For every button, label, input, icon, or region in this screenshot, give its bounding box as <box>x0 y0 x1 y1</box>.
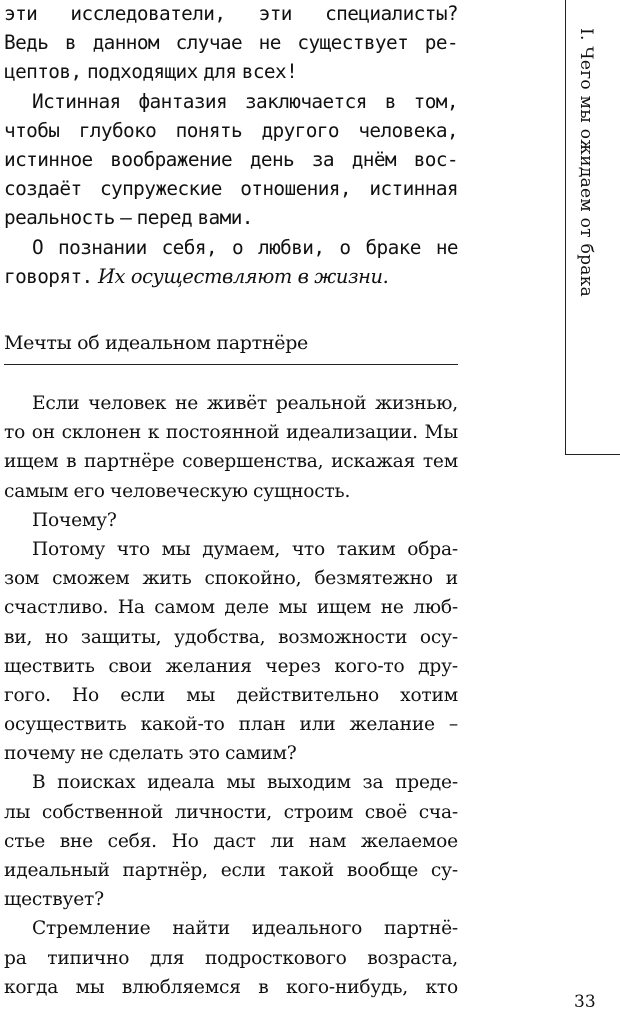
word: жить <box>142 568 192 590</box>
word: желаемое <box>360 830 458 852</box>
word: себя, <box>161 235 217 259</box>
word: – <box>448 714 458 736</box>
running-head: I. Чего мы ожидаем от брака <box>576 28 596 298</box>
word: создаёт <box>4 177 82 201</box>
word: Истинная <box>32 89 121 113</box>
word: идеальный <box>4 860 110 881</box>
word: не <box>380 597 404 619</box>
word: реальной <box>275 393 367 414</box>
text-regular: говорят. <box>4 264 93 288</box>
word: подросткового <box>204 947 347 969</box>
word: искажая <box>331 451 416 473</box>
word: типично <box>47 947 130 969</box>
text-line <box>4 652 458 681</box>
word: личности, <box>174 801 272 823</box>
word: если <box>120 684 166 706</box>
text-line <box>4 116 458 145</box>
word: даст <box>213 830 256 852</box>
word: чтобы <box>4 118 60 142</box>
word: если <box>220 860 266 881</box>
word: понять <box>175 118 243 142</box>
text-line <box>4 389 458 418</box>
word: вне <box>59 830 93 852</box>
word: днём <box>351 147 396 171</box>
word: люб- <box>413 597 458 619</box>
text-line <box>4 710 458 739</box>
paragraph-block-top <box>4 0 458 291</box>
word: стье <box>4 830 46 852</box>
word: тем <box>422 451 458 473</box>
text-line <box>4 57 458 86</box>
word: что <box>291 538 326 560</box>
word: дру- <box>418 655 458 677</box>
word: ществить <box>4 655 95 677</box>
word: идеала <box>147 772 215 794</box>
word: осу- <box>419 626 458 648</box>
word: эти <box>258 2 292 25</box>
word: мы <box>226 772 256 794</box>
word: Ведь <box>4 31 49 55</box>
word: вами. <box>197 206 253 230</box>
word: то <box>4 422 26 444</box>
word: таким <box>336 538 396 560</box>
section-heading: Мечты об идеальном партнёре <box>4 328 458 365</box>
paragraph-block-bottom <box>4 389 458 1002</box>
word: фантазия <box>138 89 228 113</box>
word: гого. <box>4 684 51 706</box>
word: обра- <box>407 538 458 560</box>
text-line <box>4 739 458 768</box>
text-line <box>4 914 458 943</box>
word: спокойно, <box>204 568 302 590</box>
word: в <box>64 31 76 55</box>
word: су- <box>430 860 458 881</box>
word: Но <box>72 684 100 706</box>
word: и <box>445 568 458 590</box>
word: безмятежно <box>314 568 433 590</box>
text-line <box>4 798 458 827</box>
word: сущность. <box>253 480 351 502</box>
word: вообще <box>346 860 419 881</box>
word: собственной <box>41 801 164 823</box>
word: мы <box>186 684 216 706</box>
text-line <box>4 564 458 593</box>
word: истинная <box>369 177 458 201</box>
word: специалисты? <box>325 2 458 25</box>
word: не <box>80 743 104 765</box>
word: о <box>231 235 244 259</box>
text-line <box>4 233 458 262</box>
word: человеческую <box>109 480 248 502</box>
word: партнё- <box>384 918 458 940</box>
word: или <box>299 714 336 736</box>
word: возможности <box>278 626 408 648</box>
word: О <box>32 235 44 259</box>
word: кто <box>425 976 458 998</box>
text-line <box>4 973 458 1002</box>
word: человека, <box>358 118 458 142</box>
word: Если <box>32 393 80 414</box>
word: не <box>258 31 281 55</box>
word: для <box>203 60 237 84</box>
word: через <box>265 655 321 677</box>
word: самым <box>4 480 69 502</box>
word: Но <box>171 830 199 852</box>
text-line <box>4 145 458 174</box>
word: вос- <box>413 147 458 171</box>
word: удобства, <box>174 626 266 648</box>
word: такой <box>278 860 334 881</box>
word: склонен <box>61 422 142 444</box>
word: Стремление <box>32 918 151 940</box>
word: сча- <box>418 801 458 823</box>
word: Почему? <box>32 509 117 531</box>
word: в <box>384 89 396 113</box>
word: защиты, <box>80 626 162 648</box>
word: найти <box>172 918 230 940</box>
word: познании <box>58 235 147 259</box>
word: кого-нибудь, <box>285 976 408 998</box>
text-italic: Их осуществляют в жизни. <box>98 264 389 288</box>
word: ли <box>270 830 295 852</box>
word: идеального <box>251 918 363 940</box>
text-line <box>4 447 458 476</box>
word: что <box>116 538 150 560</box>
word: строим <box>283 801 354 823</box>
word: том, <box>413 89 458 113</box>
word: преде- <box>395 772 458 794</box>
word: сделать <box>108 743 184 765</box>
word: мы <box>161 538 191 560</box>
word: желания <box>165 655 252 677</box>
word: не <box>175 393 199 414</box>
word: свои <box>108 655 152 677</box>
word: действительно <box>236 684 379 706</box>
word: самим? <box>224 743 297 765</box>
text-line <box>4 681 458 710</box>
word: зом <box>4 568 40 590</box>
word: план <box>238 714 286 736</box>
text-line <box>4 87 458 116</box>
word: себя. <box>107 830 157 852</box>
word: выходим <box>266 772 351 794</box>
word: почему <box>4 743 76 765</box>
word: Мы <box>424 422 458 444</box>
word: не <box>435 235 458 259</box>
word: цептов, <box>4 60 82 84</box>
word: ществует? <box>4 889 104 911</box>
word: партнёре <box>84 451 175 473</box>
word: ищем <box>4 451 59 473</box>
word: самом <box>154 597 215 619</box>
word: постоянной <box>165 422 280 444</box>
word: возраста, <box>367 947 458 969</box>
word: осуществить <box>4 714 127 736</box>
word: для <box>149 947 185 969</box>
word: – <box>120 206 132 230</box>
text-line <box>4 418 458 447</box>
text-line <box>4 944 458 973</box>
word: эти <box>4 2 38 25</box>
word: хотим <box>400 684 458 706</box>
word: ви, <box>4 626 33 648</box>
word: ра <box>4 947 27 969</box>
word: это <box>188 743 220 765</box>
word: какой-то <box>140 714 225 736</box>
word: живёт <box>206 393 268 414</box>
word: жизнью, <box>375 393 458 414</box>
word: мы <box>75 976 105 998</box>
word: данном <box>92 31 160 55</box>
word: идеализации. <box>286 422 418 444</box>
word: любви, <box>258 235 325 259</box>
text-line <box>4 827 458 856</box>
word: влюбляемся <box>121 976 241 998</box>
word: истинное <box>4 147 93 171</box>
word: лы <box>4 801 31 823</box>
word: воображение <box>110 147 233 171</box>
text-line <box>4 0 458 28</box>
word: сможем <box>52 568 130 590</box>
word: в <box>66 451 77 473</box>
word: отношения, <box>240 177 351 201</box>
text-line-mixed <box>4 262 458 291</box>
word: супружеские <box>99 177 222 201</box>
word: счастливо. <box>4 597 109 619</box>
word: На <box>117 597 145 619</box>
word: за <box>311 147 334 171</box>
word: нам <box>308 830 347 852</box>
word: В <box>32 772 46 794</box>
word: думаем, <box>202 538 281 560</box>
word: желание <box>349 714 435 736</box>
word: Потому <box>32 538 106 560</box>
word: браке <box>365 235 421 259</box>
word: ищем <box>316 597 372 619</box>
word: поисках <box>57 772 136 794</box>
text-line <box>4 885 458 914</box>
word: когда <box>4 976 59 998</box>
word: ре- <box>424 31 458 55</box>
word: заключается <box>244 89 367 113</box>
word: перед <box>136 206 193 230</box>
text-line <box>4 506 458 535</box>
word: кого-то <box>334 655 405 677</box>
word: существует <box>297 31 409 55</box>
word: человек <box>88 393 167 414</box>
word: другого <box>261 118 339 142</box>
text-line <box>4 856 458 885</box>
page-number: 33 <box>574 992 596 1012</box>
word: о <box>339 235 351 259</box>
text-line <box>4 28 458 57</box>
word: подходящих <box>86 60 198 84</box>
word: он <box>31 422 55 444</box>
word: совершенства, <box>182 451 324 473</box>
text-line <box>4 203 458 232</box>
text-line <box>4 174 458 203</box>
text-line <box>4 768 458 797</box>
word: к <box>147 422 160 444</box>
word: мы <box>278 597 308 619</box>
word: за <box>362 772 384 794</box>
word: но <box>44 626 69 648</box>
word: его <box>73 480 105 502</box>
text-line <box>4 535 458 564</box>
word: день <box>249 147 295 171</box>
word: партнёр, <box>122 860 208 881</box>
word: деле <box>224 597 269 619</box>
word: глубоко <box>78 118 157 142</box>
word: случае <box>175 31 243 55</box>
word: реальность <box>4 206 115 230</box>
word: исследователи, <box>70 2 226 25</box>
text-line <box>4 593 458 622</box>
word: в <box>258 976 269 998</box>
text-line <box>4 477 458 506</box>
word: своё <box>364 801 408 823</box>
word: всех! <box>241 60 298 84</box>
text-line <box>4 623 458 652</box>
margin-rule-horizontal <box>565 454 620 455</box>
